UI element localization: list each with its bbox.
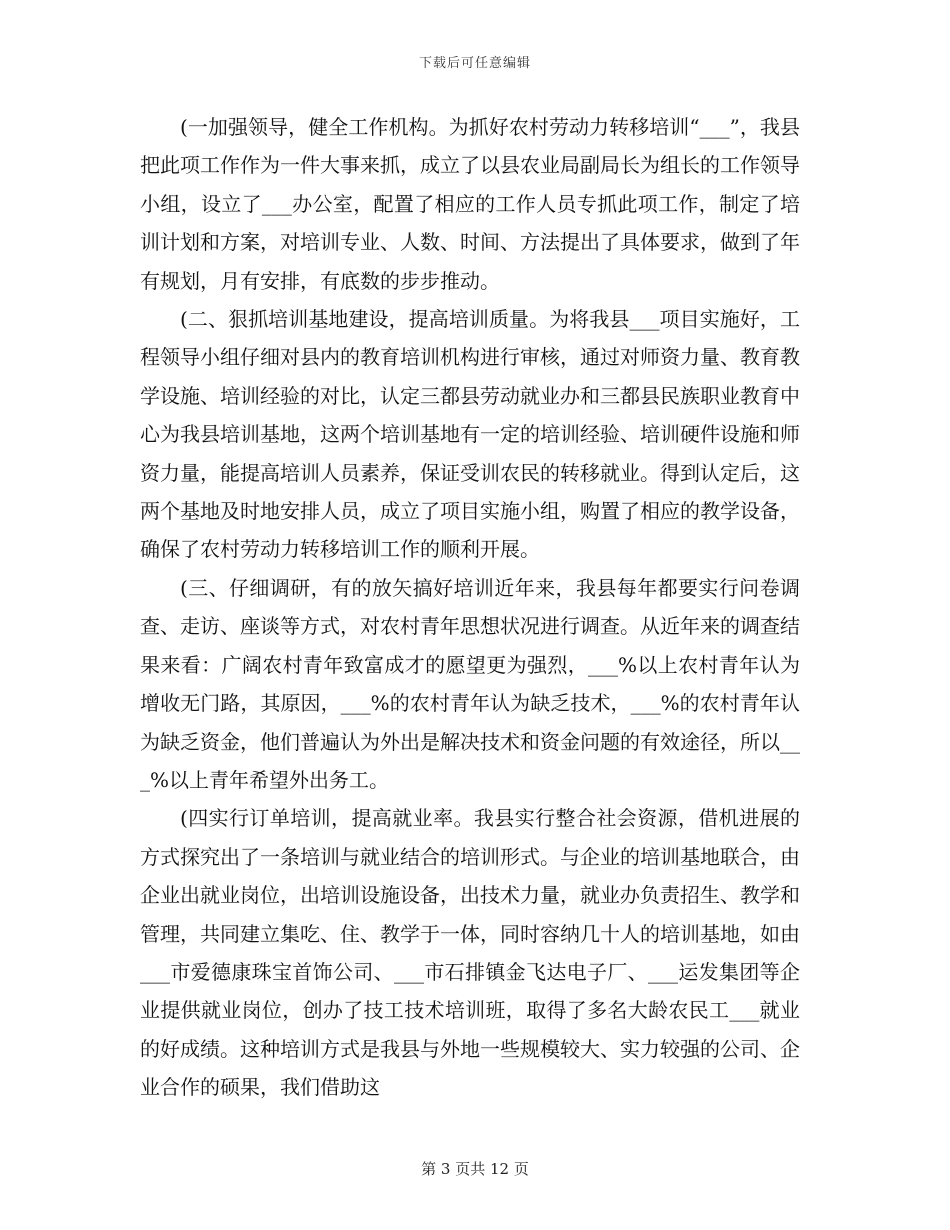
paragraph-4: (四实行订单培训，提高就业率。我县实行整合社会资源，借机进展的方式探究出了一条培训与就业结合的培训形式。与企业的培训基地联合，由企业出就业岗位，出培训设施设备，出技术力量，就业办负责招生、教学和管理，共同建立集吃、住、教学于一体，同时容纳几十人的培训基地，如由___市爱德康珠宝首饰公司、___市石排镇金飞达电子厂、___运发集团等企业提供就业岗位，创办了技工技术培训班，取得了多名大龄农民工___就业的好成绩。这种培训方式是我县与外地一些规模较大、实力较强的公司、企业合作的硕果，我们借助这	[140, 806, 800, 1100]
paragraph-1: (一加强领导，健全工作机构。为抓好农村劳动力转移培训“___”，我县把此项工作作为一件大事来抓，成立了以县农业局副局长为组长的工作领导小组，设立了___办公室，配置了相应的工作人员专抓此项工作，制定了培训计划和方案，对培训专业、人数、时间、方法提出了具体要求，做到了年有规划，月有安排，有底数的步步推动。	[140, 115, 800, 293]
paragraph-2: (二、狠抓培训基地建设，提高培训质量。为将我县___项目实施好，工程领导小组仔细对县内的教育培训机构进行审核，通过对师资力量、教育教学设施、培训经验的对比，认定三都县劳动就业办和三都县民族职业教育中心为我县培训基地，这两个培训基地有一定的培训经验、培训硬件设施和师资力量，能提高培训人员素养，保证受训农民的转移就业。得到认定后，这两个基地及时地安排人员，成立了项目实施小组，购置了相应的教学设备，确保了农村劳动力转移培训工作的顺利开展。	[140, 307, 800, 562]
paragraph-3: (三、仔细调研，有的放矢搞好培训近年来，我县每年都要实行问卷调查、走访、座谈等方式，对农村青年思想状况进行调查。从近年来的调查结果来看：广阔农村青年致富成才的愿望更为强烈，___%以上农村青年认为增收无门路，其原因，___%的农村青年认为缺乏技术，___%的农村青年认为缺乏资金，他们普遍认为外出是解决技术和资金问题的有效途径，所以___%以上青年希望外出务工。	[140, 575, 800, 792]
page-header: 下载后可任意编辑	[418, 56, 531, 71]
page-footer: 第 3 页共 12 页	[421, 1160, 529, 1178]
document-body	[140, 108, 800, 1107]
